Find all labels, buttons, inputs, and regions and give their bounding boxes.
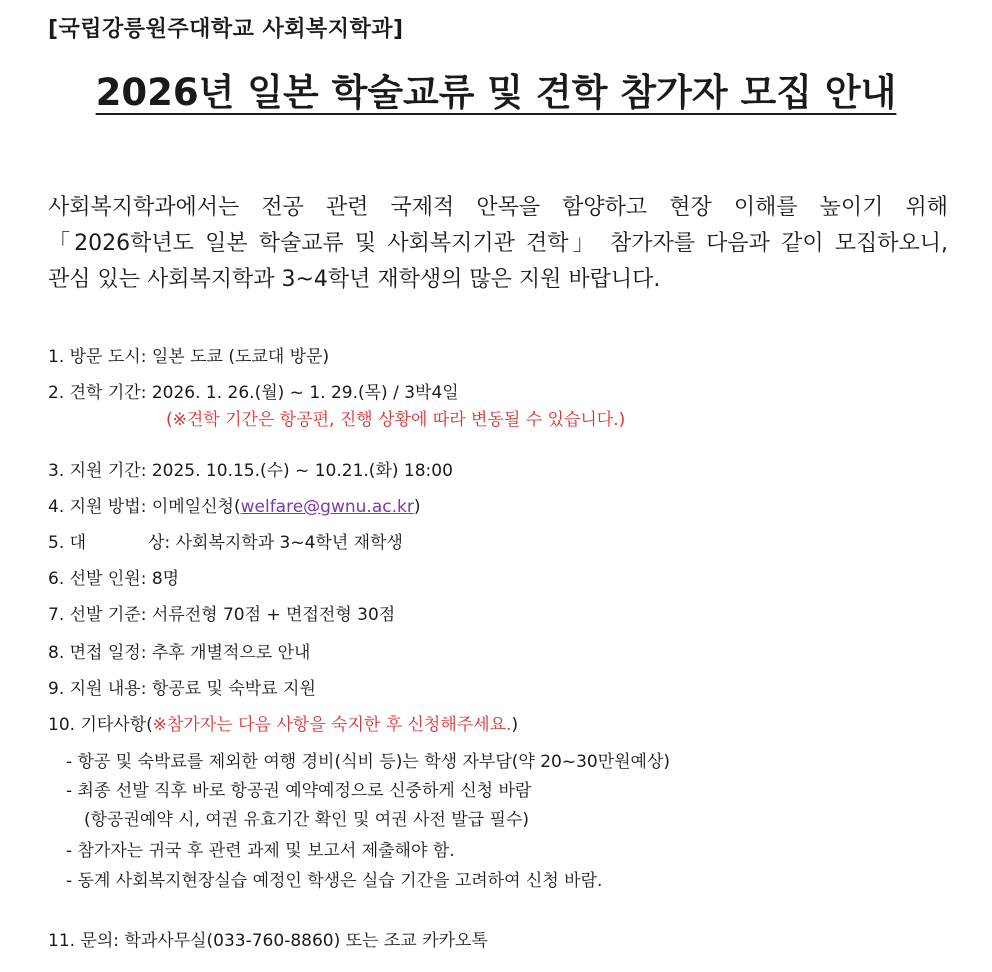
list-item-city — [48, 342, 329, 367]
item-label: 4. 지원 방법: — [48, 497, 152, 517]
note-line-3: (항공권예약 시, 여권 유효기간 확인 및 여권 사전 발급 필수) — [84, 810, 530, 830]
item-label: 3. 지원 기간: — [48, 461, 152, 481]
item-value: 2026. 1. 26.(월) ~ 1. 29.(목) / 3박4일 — [151, 383, 459, 403]
list-item-target — [48, 528, 403, 553]
item-value-suffix: ) — [413, 497, 421, 517]
note-line-4: - 참가자는 귀국 후 관련 과제 및 보고서 제출해야 함. — [66, 841, 455, 861]
note-line-1: - 항공 및 숙박료를 제외한 여행 경비(식비 등)는 학생 자부담(약 20~30만원예상) — [66, 752, 671, 772]
item-label: 7. 선발 기준: — [48, 605, 152, 625]
item-label: 11. 문의: — [48, 931, 125, 951]
item-label: 9. 지원 내용: — [48, 679, 152, 699]
item-label: 2. 견학 기간: — [48, 383, 152, 403]
list-item-period — [48, 378, 459, 403]
page-title-text: 2026년 일본 학술교류 및 견학 참가자 모집 안내 — [95, 71, 897, 114]
intro-line-1: 사회복지학과에서는 전공 관련 국제적 안목을 함양하고 현장 이해를 높이기 위해 — [48, 195, 948, 220]
item-value: 항공료 및 숙박료 지원 — [151, 679, 316, 699]
list-item-interview — [48, 638, 310, 663]
note-line-5: - 동계 사회복지현장실습 예정인 학생은 실습 기간을 고려하여 신청 바람. — [66, 871, 603, 891]
list-item-support — [48, 674, 316, 699]
intro-line-2: 「2026학년도 일본 학술교류 및 사회복지기관 견학」 참가자를 다음과 같이 모집하오니, — [48, 231, 948, 256]
item-value: 이메일신청( — [151, 497, 241, 517]
item-label: 1. 방문 도시: — [48, 347, 152, 367]
other-notice: ※참가자는 다음 사항을 숙지한 후 신청해주세요. — [152, 715, 512, 735]
list-item-contact — [48, 926, 488, 951]
item-label: 10. 기타사항( — [48, 715, 153, 735]
page-title — [0, 62, 992, 116]
list-item-criteria — [48, 600, 395, 625]
intro-line-3: 관심 있는 사회복지학과 3~4학년 재학생의 많은 지원 바랍니다. — [48, 267, 661, 292]
item-value: 서류전형 70점 + 면접전형 30점 — [151, 605, 396, 625]
item-close: ) — [511, 715, 519, 735]
email-link[interactable]: welfare@gwnu.ac.kr — [240, 497, 414, 517]
item-label: 6. 선발 인원: — [48, 569, 152, 589]
list-item-other — [48, 710, 518, 735]
list-item-apply-period — [48, 456, 453, 481]
item-value: 8명 — [151, 569, 180, 589]
item-value: 학과사무실(033-760-8860) 또는 조교 카카오톡 — [124, 931, 488, 951]
item-value: 2025. 10.15.(수) ~ 10.21.(화) 18:00 — [151, 461, 453, 481]
item-label-b: 상: — [148, 533, 176, 553]
item-value: 사회복지학과 3~4학년 재학생 — [175, 533, 403, 553]
note-line-2: - 최종 선발 직후 바로 항공권 예약예정으로 신중하게 신청 바람 — [66, 781, 532, 801]
item-value: 일본 도쿄 (도쿄대 방문) — [151, 347, 330, 367]
period-notice: (※견학 기간은 항공편, 진행 상황에 따라 변동될 수 있습니다.) — [166, 410, 626, 430]
item-label: 5. 대 — [48, 533, 87, 553]
list-item-headcount — [48, 564, 179, 589]
list-item-apply-method — [48, 492, 420, 517]
intro-paragraph — [48, 190, 948, 298]
item-value: 추후 개별적으로 안내 — [151, 643, 311, 663]
item-label: 8. 면접 일정: — [48, 643, 152, 663]
department-label: [국립강릉원주대학교 사회복지학과] — [48, 17, 404, 42]
